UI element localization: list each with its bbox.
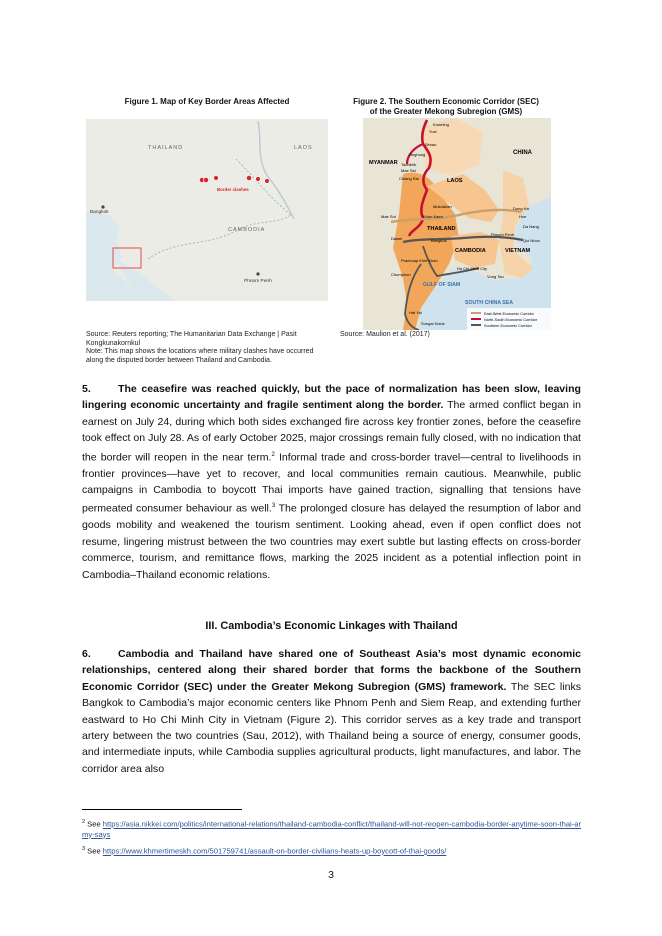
map2-label-mukdahan: Mukdahan	[433, 204, 452, 209]
legend-ewec: East-West Economic Corridor	[484, 312, 534, 316]
map2-label-laos: LAOS	[447, 178, 463, 184]
map2-label-thailand: THAILAND	[427, 226, 456, 232]
footnote-divider	[82, 809, 242, 810]
map2-label-vung-tau: Vung Tau	[487, 274, 504, 279]
map1-label-laos: LAOS	[294, 145, 313, 151]
map2-label-myanmar: MYANMAR	[369, 160, 398, 166]
section-title: III. Cambodia’s Economic Linkages with Thailand	[205, 620, 458, 632]
map2-label-chumphon: Chumphon	[391, 272, 411, 277]
map1-label-phnom-penh: Phnom Penh	[244, 279, 272, 284]
figure1-map-svg	[86, 119, 328, 301]
paragraph-5-body2: Informal trade and cross-border travel—central to livelihoods in frontier provinces—have yet to recover, and local communities remain cautious. Meanwhile, public campaigns in Cambodia to boycott Thai imports have gained traction, signalling that tensions have permeated consumer behaviour as well.	[82, 451, 581, 515]
map2-label-yuxi: Yuxi	[429, 129, 437, 134]
paragraph-6	[82, 646, 581, 777]
footnote-ref-2[interactable]: 2	[271, 451, 275, 458]
legend-nsec: North-South Economic Corridor	[484, 318, 537, 322]
figure2-source: Source: Maulion et al. (2017)	[340, 331, 430, 338]
map2-label-qui-nhon: Qui Nhon	[523, 238, 540, 243]
map2-label-kunming: Kunming	[433, 122, 449, 127]
footnote-3-link[interactable]: https://www.khmertimeskh.com/501759741/assault-on-border-civilians-heats-up-boycott-of-thai-goods/	[102, 846, 447, 856]
map1-label-thailand: THAILAND	[148, 145, 184, 151]
map2-label-cambodia: CAMBODIA	[455, 248, 486, 254]
map2-label-prachuap: Prachuap Khiri Khan	[401, 258, 438, 263]
figure1-note: Note: This map shows the locations where military clashes have occurred along the disputed border between Thailand and Cambodia.	[86, 348, 314, 364]
map1-label-bangkok: Bangkok	[90, 210, 109, 215]
footnote-2	[82, 817, 581, 840]
map2-label-jinghong: Jinghong	[409, 152, 426, 157]
footnote-ref-3[interactable]: 3	[271, 503, 276, 510]
paragraph-5-lead: The ceasefire was reached quickly, but the pace of normalization has been slow, leaving lingering economic uncertainty and fragile sentiment along the border.	[82, 383, 581, 412]
figure2-title-line2: of the Greater Mekong Subregion (GMS)	[369, 107, 523, 116]
figure1-source: Source: Reuters reporting; The Humanitarian Data Exchange | Pasit Kongkunakornkul	[86, 331, 297, 347]
paragraph-6-body: The SEC links Bangkok to Cambodia’s major economic centers like Phnom Penh and Siem Reap, and extending further eastward to Ho Chi Minh City in Vietnam (Figure 2). This corridor serves as a key trade and transport artery between the two countries (Sau, 2012), with Thailand being a source of energy, consumer goods, and intermediate inputs, while Cambodia supplies agricultural products, light manufactures, and labor. The corridor area also	[82, 680, 581, 775]
figure2-title	[338, 97, 554, 117]
map2-label-south-china-sea: SOUTH CHINA SEA	[465, 300, 513, 306]
paragraph-5-body1: The armed conflict began in earnest on July 24, during which both sides exchanged fire across key frontier zones, before the ceasefire took effect on July 28. As of early October 2025, major crossings remain fully closed, with no indication that the border will reopen in the near term.	[82, 399, 581, 464]
map2-label-bangkok: Bangkok	[431, 238, 447, 243]
figure2-map	[363, 118, 551, 330]
legend-sec: Southern Economic Corridor	[484, 324, 532, 328]
map2-label-tachileik: Tachileik	[401, 162, 417, 167]
paragraph-6-lead: Cambodia and Thailand have shared one of Southeast Asia’s most dynamic economic relationships, centered along their shared border that forms the backbone of the Southern Economic Corridor (SEC) under the Greater Mekong Subregion (GMS) framework.	[82, 648, 581, 693]
map2-label-chiang-rai: Chiang Rai	[399, 176, 419, 181]
map2-label-khon-kaen: Khon Kaen	[423, 214, 443, 219]
map2-label-ho-chi-minh: Ho Chi Minh City	[457, 266, 488, 271]
map2-label-hue: Hue	[519, 214, 527, 219]
map2-label-mae-sot: Mae Sot	[381, 214, 396, 219]
map2-label-vietnam: VIETNAM	[505, 248, 531, 254]
footnote-2-number: 2	[82, 819, 86, 825]
map2-label-simao: Simao	[425, 142, 437, 147]
map2-label-china: CHINA	[513, 150, 532, 156]
footnote-3-number: 3	[82, 846, 86, 852]
map2-label-phnom-penh: Phnom Penh	[491, 232, 515, 237]
map2-label-dong-ha: Dong Ha	[513, 206, 529, 211]
footnote-2-link[interactable]: https://asia.nikkei.com/politics/international-relations/thailand-cambodia-conflict/thailand-will-not-reopen-cambodia-border-anytime-soon-thai-army-says	[82, 819, 582, 839]
footnote-2-prefix: See	[85, 819, 103, 829]
map2-label-sungai-kolok: Sungai Kolok	[421, 321, 445, 326]
figure1-title: Figure 1. Map of Key Border Areas Affected	[124, 97, 290, 106]
figure2-map-svg	[363, 118, 551, 330]
map2-label-da-nang: Da Nang	[523, 224, 539, 229]
map2-label-gulf-of-siam: GULF OF SIAM	[423, 282, 461, 288]
figure2-title-line1: Figure 2. The Southern Economic Corridor (SEC)	[353, 97, 539, 106]
map1-label-border-clashes: Border clashes	[217, 187, 249, 192]
page-number: 3	[328, 869, 334, 881]
paragraph-6-number: 6.	[82, 648, 91, 660]
paragraph-5-body3: The prolonged closure has delayed the resumption of labor and goods mobility and weakened the tourism sentiment. Looking ahead, even if open conflict does not resume, lingering mistrust between the two countries may exert subtle but lasting effects on cross-border commerce, tourism, and remittance flows, marking the 2025 incident as a potential inflection point in Cambodia–Thailand economic relations.	[82, 502, 581, 581]
footnote-3	[82, 844, 581, 857]
footnote-3-prefix: See	[85, 846, 103, 856]
paragraph-5-number: 5.	[82, 383, 91, 395]
map2-label-dawei: Dawei	[391, 236, 403, 241]
map2-label-hat-yai: Hat Yai	[409, 310, 422, 315]
map2-label-mae-sai: Mae Sai	[401, 168, 416, 173]
paragraph-5	[82, 381, 581, 583]
figure2-legend	[467, 308, 551, 330]
figure1-map	[86, 119, 328, 301]
map1-label-cambodia: CAMBODIA	[228, 227, 266, 233]
